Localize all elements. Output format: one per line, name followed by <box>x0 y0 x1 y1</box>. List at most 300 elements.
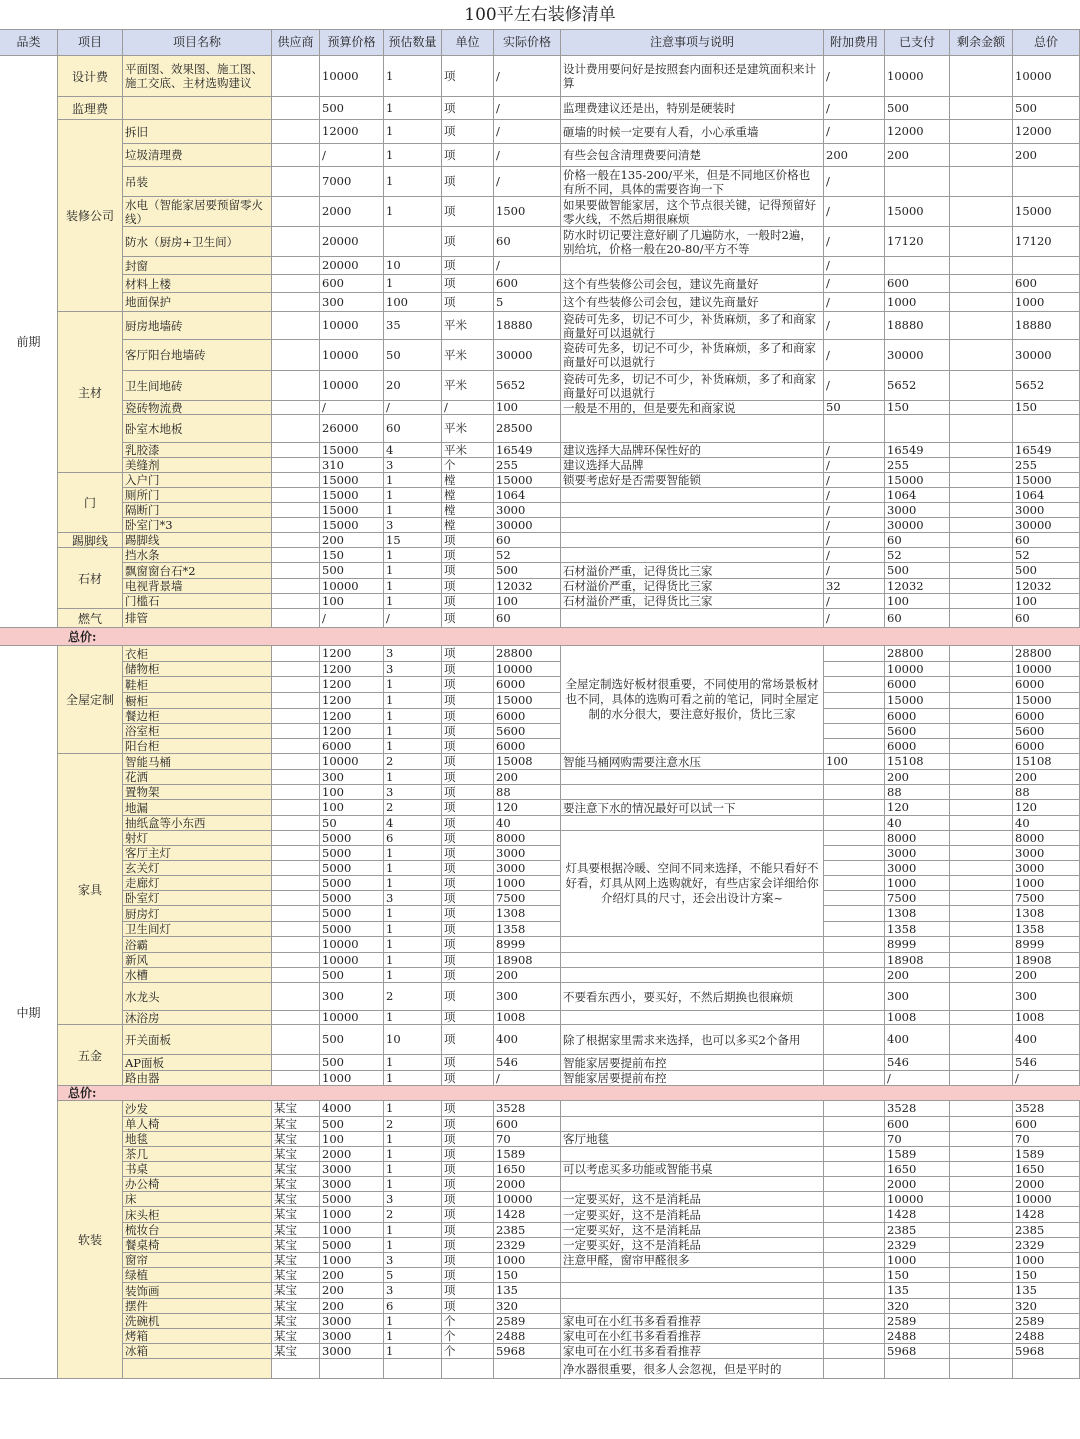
cell-unit[interactable]: 项 <box>442 693 494 709</box>
cell-actual[interactable]: 30000 <box>494 340 561 371</box>
cell-remain[interactable] <box>950 1359 1013 1379</box>
cell-qty[interactable]: 1 <box>384 876 442 891</box>
cell-supplier[interactable] <box>272 1359 320 1379</box>
cell-budget[interactable]: 500 <box>320 1025 384 1055</box>
cell-paid[interactable]: 1428 <box>885 1207 950 1223</box>
cell-name[interactable]: 梳妆台 <box>123 1223 272 1238</box>
cell-total[interactable]: 52 <box>1013 548 1080 563</box>
cell-actual[interactable]: 5968 <box>494 1344 561 1359</box>
cell-total[interactable]: 1428 <box>1013 1207 1080 1223</box>
cell-supplier[interactable] <box>272 340 320 371</box>
cell-actual[interactable]: 2000 <box>494 1177 561 1192</box>
cell-extra[interactable] <box>824 415 885 443</box>
cell-qty[interactable]: 20 <box>384 371 442 401</box>
cell-extra[interactable]: / <box>824 120 885 144</box>
cell-note[interactable]: 瓷砖可先多，切记不可少，补货麻烦，多了和商家商量好可以退就行 <box>561 312 824 340</box>
cell-qty[interactable]: 2 <box>384 754 442 770</box>
cell-budget[interactable]: 1200 <box>320 662 384 677</box>
cell-actual[interactable]: 7500 <box>494 891 561 906</box>
cell-extra[interactable] <box>824 1147 885 1162</box>
cell-note[interactable] <box>561 785 824 800</box>
cell-unit[interactable]: 项 <box>442 709 494 724</box>
cell-name[interactable] <box>123 97 272 120</box>
cell-note[interactable] <box>561 816 824 831</box>
cell-name[interactable]: 水龙头 <box>123 983 272 1011</box>
cell-extra[interactable] <box>824 861 885 876</box>
cell-note[interactable]: 智能马桶网购需要注意水压 <box>561 754 824 770</box>
cell-name[interactable]: 厕所门 <box>123 488 272 503</box>
cell-total[interactable]: 10000 <box>1013 1192 1080 1207</box>
cell-budget[interactable]: 15000 <box>320 503 384 518</box>
cell-total[interactable]: 3000 <box>1013 503 1080 518</box>
cell-remain[interactable] <box>950 1223 1013 1238</box>
cell-actual[interactable]: 1000 <box>494 1253 561 1268</box>
cell-remain[interactable] <box>950 937 1013 953</box>
cell-qty[interactable] <box>384 227 442 257</box>
cell-extra[interactable]: / <box>824 563 885 579</box>
cell-total[interactable]: 400 <box>1013 1025 1080 1055</box>
header-paid[interactable]: 已支付 <box>885 30 950 56</box>
cell-extra[interactable]: 100 <box>824 754 885 770</box>
cell-supplier[interactable]: 某宝 <box>272 1299 320 1314</box>
cell-note[interactable] <box>561 1101 824 1117</box>
cell-unit[interactable]: 项 <box>442 906 494 922</box>
cell-note[interactable]: 设计费用要问好是按照套内面积还是建筑面积来计算 <box>561 56 824 97</box>
cell-actual[interactable]: 8999 <box>494 937 561 953</box>
cell-remain[interactable] <box>950 458 1013 473</box>
cell-actual[interactable]: 5652 <box>494 371 561 401</box>
cell-paid[interactable]: 120 <box>885 800 950 816</box>
cell-extra[interactable]: / <box>824 340 885 371</box>
cell-supplier[interactable]: 某宝 <box>272 1253 320 1268</box>
cell-qty[interactable]: 1 <box>384 1223 442 1238</box>
cell-extra[interactable] <box>824 937 885 953</box>
cell-name[interactable]: 美缝剂 <box>123 458 272 473</box>
cell-supplier[interactable] <box>272 227 320 257</box>
cell-supplier[interactable]: 某宝 <box>272 1117 320 1132</box>
cell-remain[interactable] <box>950 97 1013 120</box>
cell-qty[interactable]: 3 <box>384 1192 442 1207</box>
cell-name[interactable]: 花洒 <box>123 770 272 785</box>
cell-name[interactable]: 玄关灯 <box>123 861 272 876</box>
cell-paid[interactable]: 2589 <box>885 1314 950 1329</box>
cell-total[interactable]: 10000 <box>1013 56 1080 97</box>
cell-name[interactable]: 拆旧 <box>123 120 272 144</box>
cell-remain[interactable] <box>950 371 1013 401</box>
cell-qty[interactable]: 1 <box>384 594 442 609</box>
cell-unit[interactable]: 项 <box>442 1025 494 1055</box>
cell-total[interactable]: 500 <box>1013 563 1080 579</box>
cell-unit[interactable]: 项 <box>442 275 494 293</box>
cell-remain[interactable] <box>950 120 1013 144</box>
cell-remain[interactable] <box>950 1238 1013 1253</box>
cell-remain[interactable] <box>950 257 1013 275</box>
cell-qty[interactable]: 1 <box>384 770 442 785</box>
cell-paid[interactable]: 15000 <box>885 473 950 488</box>
cell-extra[interactable]: 50 <box>824 401 885 415</box>
cell-unit[interactable]: 项 <box>442 724 494 739</box>
cell-actual[interactable]: 88 <box>494 785 561 800</box>
cell-extra[interactable] <box>824 968 885 983</box>
cell-qty[interactable]: 1 <box>384 1071 442 1086</box>
cell-actual[interactable] <box>494 1359 561 1379</box>
cell-budget[interactable]: 500 <box>320 1055 384 1071</box>
cell-unit[interactable]: 项 <box>442 1132 494 1147</box>
cell-extra[interactable] <box>824 1132 885 1147</box>
cell-unit[interactable]: 项 <box>442 770 494 785</box>
cell-budget[interactable] <box>320 1359 384 1379</box>
cell-paid[interactable]: 320 <box>885 1299 950 1314</box>
cell-qty[interactable]: 1 <box>384 1162 442 1177</box>
cell-qty[interactable]: 5 <box>384 1268 442 1283</box>
cell-note[interactable]: 石材溢价严重，记得货比三家 <box>561 594 824 609</box>
cell-qty[interactable]: 1 <box>384 1011 442 1025</box>
cell-supplier[interactable]: 某宝 <box>272 1268 320 1283</box>
cell-paid[interactable]: 546 <box>885 1055 950 1071</box>
cell-supplier[interactable] <box>272 579 320 594</box>
cell-remain[interactable] <box>950 1268 1013 1283</box>
cell-budget[interactable]: 5000 <box>320 891 384 906</box>
cell-total[interactable]: 1008 <box>1013 1011 1080 1025</box>
cell-actual[interactable]: / <box>494 257 561 275</box>
cell-budget[interactable]: 300 <box>320 983 384 1011</box>
cell-remain[interactable] <box>950 906 1013 922</box>
cell-actual[interactable]: 100 <box>494 401 561 415</box>
cell-total[interactable] <box>1013 415 1080 443</box>
cell-name[interactable]: 绿植 <box>123 1268 272 1283</box>
cell-actual[interactable]: 1358 <box>494 922 561 937</box>
cell-extra[interactable] <box>824 1344 885 1359</box>
cell-qty[interactable]: 1 <box>384 1238 442 1253</box>
cell-remain[interactable] <box>950 1101 1013 1117</box>
cell-paid[interactable]: 3000 <box>885 861 950 876</box>
cell-extra[interactable] <box>824 1011 885 1025</box>
cell-actual[interactable]: 8000 <box>494 831 561 846</box>
cell-name[interactable]: 材料上楼 <box>123 275 272 293</box>
cell-budget[interactable]: 300 <box>320 293 384 312</box>
cell-unit[interactable]: 项 <box>442 876 494 891</box>
cell-remain[interactable] <box>950 415 1013 443</box>
cell-extra[interactable] <box>824 677 885 693</box>
cell-supplier[interactable]: 某宝 <box>272 1132 320 1147</box>
cell-note[interactable]: 瓷砖可先多，切记不可少，补货麻烦，多了和商家商量好可以退就行 <box>561 371 824 401</box>
cell-paid[interactable]: 2000 <box>885 1177 950 1192</box>
cell-qty[interactable]: 1 <box>384 197 442 227</box>
cell-supplier[interactable] <box>272 968 320 983</box>
cell-qty[interactable]: 3 <box>384 1283 442 1299</box>
cell-remain[interactable] <box>950 693 1013 709</box>
cell-extra[interactable]: / <box>824 293 885 312</box>
cell-unit[interactable] <box>442 1359 494 1379</box>
cell-extra[interactable] <box>824 646 885 662</box>
header-extra[interactable]: 附加费用 <box>824 30 885 56</box>
cell-paid[interactable]: 12000 <box>885 120 950 144</box>
cell-unit[interactable]: 项 <box>442 144 494 167</box>
cell-remain[interactable] <box>950 1055 1013 1071</box>
cell-remain[interactable] <box>950 227 1013 257</box>
cell-extra[interactable] <box>824 800 885 816</box>
cell-actual[interactable]: 10000 <box>494 662 561 677</box>
cell-name[interactable]: 地面保护 <box>123 293 272 312</box>
cell-paid[interactable]: 6000 <box>885 709 950 724</box>
cell-qty[interactable]: 1 <box>384 693 442 709</box>
cell-total[interactable]: 40 <box>1013 816 1080 831</box>
cell-supplier[interactable] <box>272 293 320 312</box>
cell-remain[interactable] <box>950 548 1013 563</box>
cell-name[interactable]: 茶几 <box>123 1147 272 1162</box>
cell-note[interactable]: 家电可在小红书多看看推荐 <box>561 1314 824 1329</box>
cell-budget[interactable]: 300 <box>320 770 384 785</box>
cell-qty[interactable]: 1 <box>384 968 442 983</box>
cell-paid[interactable]: 10000 <box>885 1192 950 1207</box>
cell-remain[interactable] <box>950 275 1013 293</box>
cell-name[interactable]: 鞋柜 <box>123 677 272 693</box>
cell-unit[interactable]: 项 <box>442 227 494 257</box>
cell-extra[interactable] <box>824 922 885 937</box>
cell-qty[interactable]: 1 <box>384 1147 442 1162</box>
cell-budget[interactable]: 26000 <box>320 415 384 443</box>
cell-actual[interactable]: 1064 <box>494 488 561 503</box>
cell-qty[interactable]: / <box>384 401 442 415</box>
cell-qty[interactable]: 3 <box>384 458 442 473</box>
cell-note[interactable] <box>561 1147 824 1162</box>
cell-budget[interactable]: 10000 <box>320 56 384 97</box>
cell-actual[interactable]: 2589 <box>494 1314 561 1329</box>
cell-actual[interactable]: 3000 <box>494 503 561 518</box>
cell-name[interactable]: 书桌 <box>123 1162 272 1177</box>
cell-remain[interactable] <box>950 56 1013 97</box>
cell-budget[interactable]: 50 <box>320 816 384 831</box>
cell-note[interactable]: 可以考虑买多功能或智能书桌 <box>561 1162 824 1177</box>
cell-budget[interactable]: 2000 <box>320 1147 384 1162</box>
header-unit[interactable]: 单位 <box>442 30 494 56</box>
cell-unit[interactable]: 项 <box>442 1283 494 1299</box>
cell-supplier[interactable] <box>272 609 320 628</box>
cell-qty[interactable]: 1 <box>384 709 442 724</box>
cell-unit[interactable]: 项 <box>442 1268 494 1283</box>
cell-remain[interactable] <box>950 846 1013 861</box>
cell-note[interactable]: 家电可在小红书多看看推荐 <box>561 1344 824 1359</box>
cell-supplier[interactable] <box>272 257 320 275</box>
cell-note[interactable] <box>561 609 824 628</box>
cell-qty[interactable]: 1 <box>384 677 442 693</box>
cell-name[interactable]: 摆件 <box>123 1299 272 1314</box>
cell-supplier[interactable] <box>272 1071 320 1086</box>
cell-name[interactable]: 走廊灯 <box>123 876 272 891</box>
cell-qty[interactable]: 1 <box>384 1101 442 1117</box>
header-note[interactable]: 注意事项与说明 <box>561 30 824 56</box>
cell-budget[interactable]: 1200 <box>320 709 384 724</box>
cell-name[interactable]: 厨房地墙砖 <box>123 312 272 340</box>
cell-budget[interactable]: 1000 <box>320 1223 384 1238</box>
cell-name[interactable]: 沙发 <box>123 1101 272 1117</box>
cell-note[interactable]: 锁要考虑好是否需要智能锁 <box>561 473 824 488</box>
cell-unit[interactable]: 樘 <box>442 518 494 533</box>
cell-qty[interactable]: 1 <box>384 488 442 503</box>
cell-supplier[interactable]: 某宝 <box>272 1314 320 1329</box>
cell-supplier[interactable] <box>272 861 320 876</box>
cell-extra[interactable]: / <box>824 257 885 275</box>
cell-extra[interactable] <box>824 1238 885 1253</box>
cell-remain[interactable] <box>950 1299 1013 1314</box>
cell-actual[interactable]: 3000 <box>494 861 561 876</box>
cell-note[interactable]: 一般是不用的，但是要先和商家说 <box>561 401 824 415</box>
cell-name[interactable]: 吊装 <box>123 167 272 197</box>
cell-paid[interactable]: 15000 <box>885 693 950 709</box>
cell-qty[interactable]: 1 <box>384 846 442 861</box>
cell-budget[interactable]: 5000 <box>320 861 384 876</box>
cell-remain[interactable] <box>950 1283 1013 1299</box>
cell-actual[interactable]: 1008 <box>494 1011 561 1025</box>
cell-budget[interactable]: 10000 <box>320 579 384 594</box>
cell-total[interactable]: 5968 <box>1013 1344 1080 1359</box>
cell-name[interactable]: 餐边柜 <box>123 709 272 724</box>
cell-extra[interactable]: / <box>824 609 885 628</box>
cell-paid[interactable] <box>885 257 950 275</box>
cell-unit[interactable]: 项 <box>442 816 494 831</box>
cell-total[interactable]: 5652 <box>1013 371 1080 401</box>
cell-extra[interactable]: / <box>824 275 885 293</box>
cell-supplier[interactable] <box>272 120 320 144</box>
cell-note[interactable]: 一定要买好，这不是消耗品 <box>561 1223 824 1238</box>
cell-budget[interactable]: 1200 <box>320 646 384 662</box>
cell-supplier[interactable] <box>272 922 320 937</box>
cell-actual[interactable]: 1650 <box>494 1162 561 1177</box>
cell-budget[interactable]: 6000 <box>320 739 384 754</box>
cell-unit[interactable]: 项 <box>442 1299 494 1314</box>
cell-remain[interactable] <box>950 770 1013 785</box>
cell-paid[interactable]: 1000 <box>885 293 950 312</box>
cell-unit[interactable]: 项 <box>442 1192 494 1207</box>
cell-paid[interactable]: 1650 <box>885 1162 950 1177</box>
cell-total[interactable]: 2000 <box>1013 1177 1080 1192</box>
cell-qty[interactable]: 4 <box>384 443 442 458</box>
cell-extra[interactable] <box>824 1299 885 1314</box>
cell-total[interactable]: 2385 <box>1013 1223 1080 1238</box>
cell-total[interactable]: 120 <box>1013 800 1080 816</box>
cell-qty[interactable]: 10 <box>384 1025 442 1055</box>
cell-remain[interactable] <box>950 1132 1013 1147</box>
cell-paid[interactable]: 15108 <box>885 754 950 770</box>
cell-extra[interactable]: / <box>824 594 885 609</box>
cell-qty[interactable]: 3 <box>384 1253 442 1268</box>
cell-supplier[interactable] <box>272 167 320 197</box>
cell-supplier[interactable] <box>272 275 320 293</box>
cell-name[interactable]: 飘窗窗台石*2 <box>123 563 272 579</box>
cell-remain[interactable] <box>950 876 1013 891</box>
cell-name[interactable]: 洗碗机 <box>123 1314 272 1329</box>
cell-total[interactable]: 7500 <box>1013 891 1080 906</box>
cell-paid[interactable]: 255 <box>885 458 950 473</box>
cell-unit[interactable]: 项 <box>442 1253 494 1268</box>
cell-note[interactable] <box>561 1011 824 1025</box>
cell-note[interactable] <box>561 415 824 443</box>
cell-unit[interactable]: 平米 <box>442 312 494 340</box>
cell-supplier[interactable] <box>272 594 320 609</box>
cell-total[interactable]: 15000 <box>1013 197 1080 227</box>
cell-note[interactable] <box>561 257 824 275</box>
cell-unit[interactable]: 项 <box>442 800 494 816</box>
cell-unit[interactable]: 项 <box>442 533 494 548</box>
cell-total[interactable] <box>1013 257 1080 275</box>
cell-budget[interactable]: 3000 <box>320 1314 384 1329</box>
cell-actual[interactable]: / <box>494 97 561 120</box>
cell-supplier[interactable] <box>272 953 320 968</box>
cell-qty[interactable]: 4 <box>384 816 442 831</box>
cell-remain[interactable] <box>950 677 1013 693</box>
cell-unit[interactable]: 个 <box>442 1314 494 1329</box>
cell-supplier[interactable]: 某宝 <box>272 1147 320 1162</box>
cell-qty[interactable]: 1 <box>384 1344 442 1359</box>
cell-budget[interactable]: 1000 <box>320 1207 384 1223</box>
cell-note[interactable]: 这个有些装修公司会包，建议先商量好 <box>561 275 824 293</box>
cell-total[interactable]: 1358 <box>1013 922 1080 937</box>
cell-actual[interactable]: 400 <box>494 1025 561 1055</box>
cell-budget[interactable]: 5000 <box>320 922 384 937</box>
cell-budget[interactable]: 500 <box>320 97 384 120</box>
cell-qty[interactable]: 1 <box>384 724 442 739</box>
cell-supplier[interactable]: 某宝 <box>272 1101 320 1117</box>
cell-supplier[interactable] <box>272 443 320 458</box>
cell-actual[interactable]: 60 <box>494 227 561 257</box>
cell-budget[interactable]: 1200 <box>320 724 384 739</box>
cell-supplier[interactable] <box>272 677 320 693</box>
cell-note[interactable] <box>561 937 824 953</box>
cell-extra[interactable]: / <box>824 312 885 340</box>
cell-unit[interactable]: 项 <box>442 1071 494 1086</box>
cell-budget[interactable]: 1200 <box>320 693 384 709</box>
cell-remain[interactable] <box>950 922 1013 937</box>
cell-paid[interactable]: 52 <box>885 548 950 563</box>
cell-unit[interactable]: 项 <box>442 831 494 846</box>
cell-supplier[interactable] <box>272 662 320 677</box>
cell-extra[interactable]: / <box>824 458 885 473</box>
cell-paid[interactable]: 1358 <box>885 922 950 937</box>
cell-budget[interactable]: 1200 <box>320 677 384 693</box>
cell-extra[interactable] <box>824 1314 885 1329</box>
cell-note[interactable]: 智能家居要提前布控 <box>561 1071 824 1086</box>
cell-budget[interactable]: 310 <box>320 458 384 473</box>
cell-actual[interactable]: / <box>494 1071 561 1086</box>
cell-extra[interactable]: / <box>824 518 885 533</box>
cell-actual[interactable]: 600 <box>494 275 561 293</box>
cell-actual[interactable]: 40 <box>494 816 561 831</box>
cell-name[interactable]: 瓷砖物流费 <box>123 401 272 415</box>
cell-qty[interactable]: 1 <box>384 144 442 167</box>
cell-unit[interactable]: 项 <box>442 983 494 1011</box>
cell-supplier[interactable]: 某宝 <box>272 1177 320 1192</box>
cell-extra[interactable] <box>824 891 885 906</box>
cell-unit[interactable]: 项 <box>442 1207 494 1223</box>
cell-qty[interactable]: 1 <box>384 275 442 293</box>
cell-note[interactable]: 这个有些装修公司会包，建议先商量好 <box>561 293 824 312</box>
cell-supplier[interactable] <box>272 876 320 891</box>
cell-actual[interactable]: 100 <box>494 594 561 609</box>
cell-qty[interactable]: 2 <box>384 1117 442 1132</box>
cell-paid[interactable]: 16549 <box>885 443 950 458</box>
cell-name[interactable]: 餐桌椅 <box>123 1238 272 1253</box>
cell-actual[interactable]: 135 <box>494 1283 561 1299</box>
cell-total[interactable]: 1650 <box>1013 1162 1080 1177</box>
cell-extra[interactable] <box>824 1223 885 1238</box>
cell-paid[interactable]: 30000 <box>885 340 950 371</box>
cell-remain[interactable] <box>950 503 1013 518</box>
cell-remain[interactable] <box>950 1147 1013 1162</box>
cell-actual[interactable]: 6000 <box>494 739 561 754</box>
cell-note[interactable]: 防水时切记要注意好刷了几遍防水，一般时2遍，别给坑，价格一般在20-80/平方不等 <box>561 227 824 257</box>
cell-note[interactable]: 客厅地毯 <box>561 1132 824 1147</box>
cell-unit[interactable]: 平米 <box>442 371 494 401</box>
